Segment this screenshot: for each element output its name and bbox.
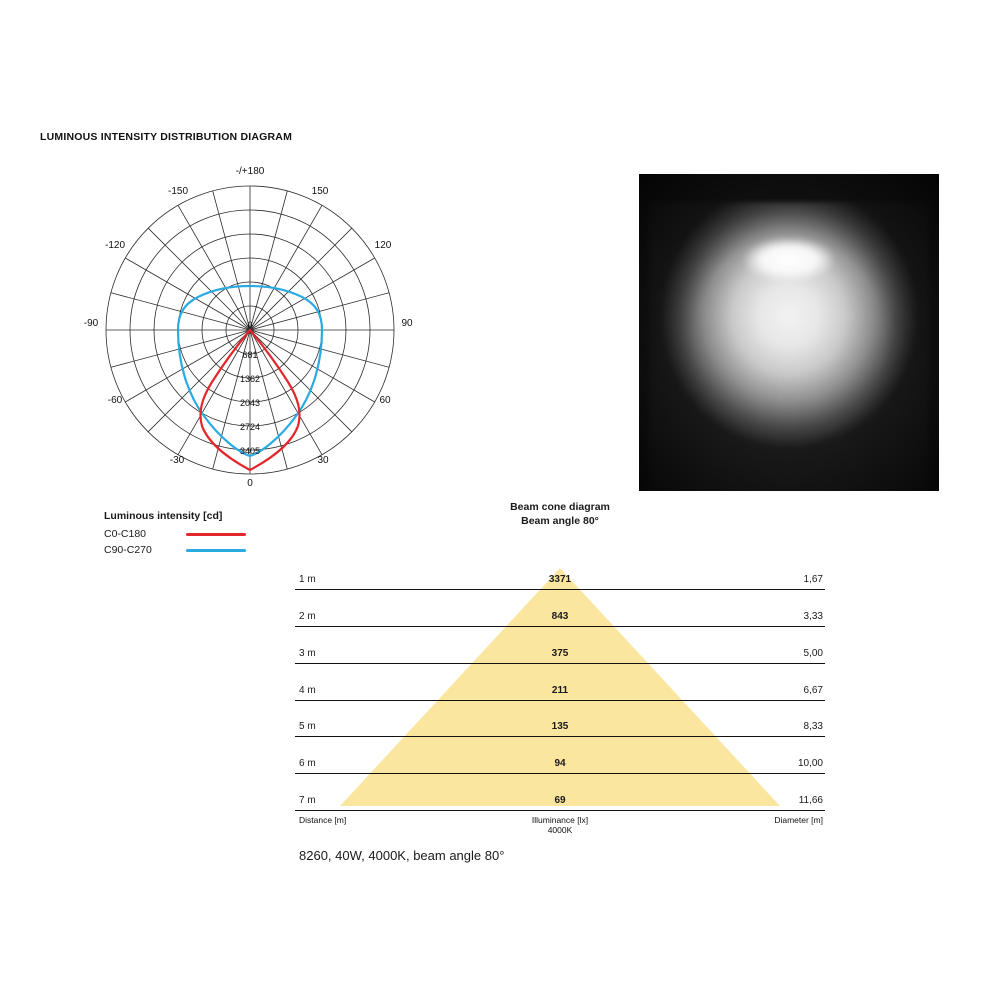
- row-rule: [295, 663, 825, 664]
- legend-item-c90-c270: [104, 542, 334, 558]
- cone-diameter: 3,33: [803, 611, 823, 622]
- cone-illuminance: 94: [554, 758, 566, 769]
- legend-item-label: C90-C270: [104, 544, 152, 556]
- figure-caption: 8260, 40W, 4000K, beam angle 80°: [299, 848, 505, 863]
- radial-label-2724: 2724: [239, 422, 261, 432]
- legend-title: Luminous intensity [cd]: [104, 510, 223, 522]
- legend-swatch-red: [186, 533, 246, 536]
- angle-label-neg90: -90: [83, 318, 99, 329]
- cone-distance: 6 m: [299, 758, 316, 769]
- table-row: [295, 685, 825, 701]
- cone-distance: 7 m: [299, 795, 316, 806]
- cone-diameter: 5,00: [803, 648, 823, 659]
- table-row: [295, 574, 825, 590]
- axis-label-illuminance-line2: 4000K: [547, 825, 573, 835]
- angle-label-150: 150: [311, 186, 329, 197]
- cone-illuminance: 375: [551, 648, 569, 659]
- axis-label-diameter: Diameter [m]: [774, 815, 823, 825]
- angle-label-neg120: -120: [104, 240, 126, 251]
- cone-diameter: 8,33: [803, 721, 823, 732]
- angle-label-60: 60: [379, 395, 391, 406]
- angle-label-neg150: -150: [167, 186, 189, 197]
- legend-item-c0-c180: [104, 526, 334, 542]
- polar-diagram-svg: [70, 160, 470, 510]
- cone-illuminance: 3371: [548, 574, 572, 585]
- cone-illuminance: 135: [551, 721, 569, 732]
- row-rule: [295, 589, 825, 590]
- radial-label-1362: 1362: [239, 374, 261, 384]
- cone-illuminance: 843: [551, 611, 569, 622]
- radial-label-2043: 2043: [239, 398, 261, 408]
- table-row: [295, 611, 825, 627]
- cone-distance: 1 m: [299, 574, 316, 585]
- row-rule: [295, 700, 825, 701]
- legend-item-label: C0-C180: [104, 528, 147, 540]
- cone-distance: 5 m: [299, 721, 316, 732]
- table-row: [295, 795, 825, 811]
- axis-label-illuminance-line1: Illuminance [lx]: [531, 815, 589, 825]
- row-rule: [295, 773, 825, 774]
- cone-illuminance: 211: [551, 685, 569, 696]
- axis-label-illuminance: [295, 815, 825, 835]
- row-rule: [295, 626, 825, 627]
- axis-label-distance: Distance [m]: [299, 815, 347, 825]
- row-rule: [295, 810, 825, 811]
- beam-cone-title-line1: Beam cone diagram: [510, 501, 610, 513]
- angle-label-30: 30: [317, 455, 329, 466]
- polar-diagram: [70, 160, 470, 510]
- cone-diameter: 1,67: [803, 574, 823, 585]
- cone-distance: 3 m: [299, 648, 316, 659]
- angle-label-120: 120: [374, 240, 392, 251]
- product-beam-photo: [639, 174, 939, 491]
- legend-swatch-blue: [186, 549, 246, 552]
- row-rule: [295, 736, 825, 737]
- table-row: [295, 721, 825, 737]
- radial-label-3405: 3405: [239, 446, 261, 456]
- photo-vignette: [639, 174, 939, 491]
- angle-label-neg30: -30: [169, 455, 185, 466]
- table-row: [295, 648, 825, 664]
- angle-label-90: 90: [401, 318, 413, 329]
- angle-label-180: -/+180: [235, 166, 265, 177]
- cone-distance: 2 m: [299, 611, 316, 622]
- page-title: LUMINOUS INTENSITY DISTRIBUTION DIAGRAM: [40, 131, 293, 143]
- radial-label-681: 681: [242, 350, 258, 360]
- cone-illuminance: 69: [554, 795, 566, 806]
- table-row: [295, 758, 825, 774]
- beam-cone-diagram: [295, 560, 825, 835]
- beam-cone-title: [430, 500, 690, 528]
- polar-legend: [104, 510, 334, 558]
- beam-cone-axis-labels: [295, 815, 825, 839]
- cone-diameter: 11,66: [798, 795, 823, 806]
- radial-label-0: 0: [247, 320, 253, 330]
- cone-diameter: 6,67: [803, 685, 823, 696]
- cone-diameter: 10,00: [797, 758, 823, 769]
- angle-label-neg60: -60: [107, 395, 123, 406]
- cone-distance: 4 m: [299, 685, 316, 696]
- angle-label-0-bottom: 0: [247, 478, 253, 489]
- beam-cone-title-line2: Beam angle 80°: [521, 515, 599, 527]
